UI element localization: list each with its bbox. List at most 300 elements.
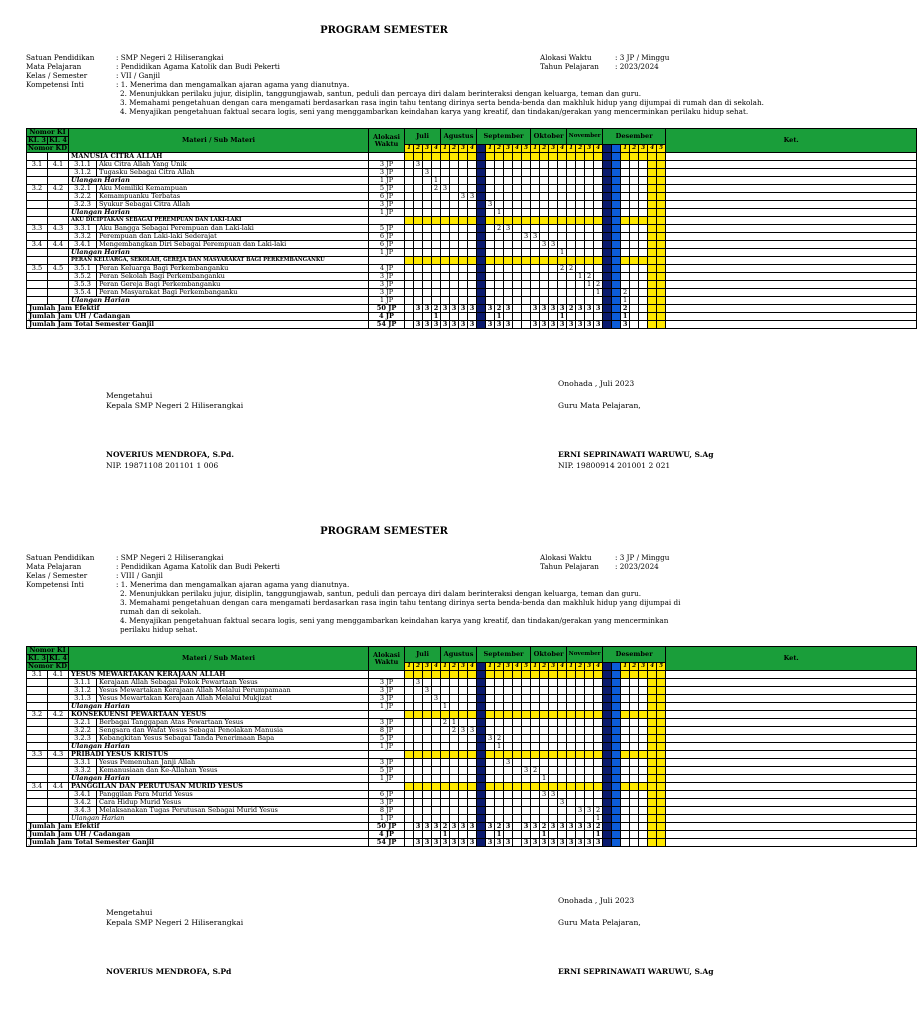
holiday-cell xyxy=(603,767,612,775)
week-cell xyxy=(522,751,531,759)
week-cell xyxy=(621,711,630,719)
week-cell xyxy=(594,225,603,233)
holiday-column xyxy=(477,145,486,153)
week-cell xyxy=(585,225,594,233)
week-cell xyxy=(459,209,468,217)
week-cell xyxy=(459,743,468,751)
week-cell xyxy=(639,775,648,783)
week-cell xyxy=(594,775,603,783)
sub-code: 3.1.1 xyxy=(69,161,97,169)
week-cell xyxy=(657,273,666,281)
week-cell: 2 xyxy=(594,807,603,815)
week-cell xyxy=(441,735,450,743)
week-cell xyxy=(558,743,567,751)
week-cell xyxy=(513,671,522,679)
week-cell xyxy=(630,759,639,767)
ki4-cell: 4.2 xyxy=(48,185,69,193)
week-cell: 2 xyxy=(594,823,603,831)
week-cell xyxy=(522,217,531,225)
month-header: Juli xyxy=(405,647,441,663)
ki-line: 4. Menyajikan pengetahuan faktual secara logis, seni yang menggambarkan keindahan karya yang kreatif, dan tindakan/gerakan yang mencerminkan perilaku hidup sehat. xyxy=(120,107,749,116)
week-number: 3 xyxy=(423,145,432,153)
week-cell xyxy=(522,735,531,743)
left-sign-2: Kepala SMP Negeri 2 Hiliserangkai xyxy=(106,401,244,410)
exam-cell xyxy=(612,265,621,273)
week-cell xyxy=(513,281,522,289)
week-cell xyxy=(504,719,513,727)
week-cell xyxy=(423,233,432,241)
week-cell xyxy=(468,759,477,767)
ki-line: 3. Memahami pengetahuan dengan cara mengamati berdasarkan rasa ingin tahu tentang dirinya serta benda-benda dan makhluk hidup yang dijumpai di rumah dan di sekolah. xyxy=(120,98,764,107)
exam-cell xyxy=(612,695,621,703)
week-cell xyxy=(603,153,612,161)
sub-code: 3.5.4 xyxy=(69,289,97,297)
week-cell xyxy=(558,281,567,289)
week-cell: 1 xyxy=(585,281,594,289)
holiday-cell xyxy=(603,321,612,329)
week-cell xyxy=(648,791,657,799)
week-cell xyxy=(621,217,630,225)
week-cell xyxy=(657,687,666,695)
week-cell xyxy=(585,703,594,711)
week-cell xyxy=(414,783,423,791)
week-cell xyxy=(639,743,648,751)
week-cell xyxy=(486,687,495,695)
ki3-cell xyxy=(27,695,48,703)
info-label: Kelas / Semester xyxy=(26,71,88,80)
week-cell xyxy=(432,201,441,209)
week-cell xyxy=(504,703,513,711)
week-cell xyxy=(504,193,513,201)
holiday-cell xyxy=(477,193,486,201)
week-number: 3 xyxy=(504,145,513,153)
week-cell: 2 xyxy=(495,225,504,233)
week-cell xyxy=(468,735,477,743)
week-cell xyxy=(657,815,666,823)
week-cell xyxy=(585,161,594,169)
holiday-cell xyxy=(603,799,612,807)
week-cell xyxy=(432,703,441,711)
week-cell: 3 xyxy=(450,321,459,329)
program-semester-viii xyxy=(0,512,799,1024)
week-cell xyxy=(549,807,558,815)
week-cell xyxy=(558,783,567,791)
week-cell xyxy=(639,201,648,209)
week-cell xyxy=(414,241,423,249)
week-number: 3 xyxy=(639,663,648,671)
week-cell xyxy=(567,209,576,217)
holiday-cell xyxy=(477,839,486,847)
week-cell xyxy=(639,193,648,201)
ket-cell xyxy=(666,671,917,679)
week-cell xyxy=(657,759,666,767)
week-cell xyxy=(495,679,504,687)
week-cell xyxy=(405,719,414,727)
week-cell xyxy=(576,719,585,727)
week-cell xyxy=(405,193,414,201)
week-cell xyxy=(540,695,549,703)
week-cell xyxy=(558,225,567,233)
week-cell xyxy=(648,289,657,297)
week-cell xyxy=(648,767,657,775)
week-cell xyxy=(477,751,486,759)
week-cell xyxy=(657,735,666,743)
week-cell xyxy=(414,193,423,201)
document-title: PROGRAM SEMESTER xyxy=(320,25,448,36)
week-cell xyxy=(459,783,468,791)
week-cell xyxy=(648,751,657,759)
jp-cell: 3 JP xyxy=(369,161,405,169)
ket-cell xyxy=(666,839,917,847)
week-cell xyxy=(486,783,495,791)
jp-cell: 1 JP xyxy=(369,815,405,823)
week-cell xyxy=(621,169,630,177)
week-cell xyxy=(441,281,450,289)
week-cell xyxy=(495,799,504,807)
week-cell xyxy=(585,767,594,775)
week-cell xyxy=(477,217,486,225)
sub-code: 3.4.3 xyxy=(69,807,97,815)
week-cell xyxy=(648,823,657,831)
week-cell xyxy=(639,711,648,719)
week-cell xyxy=(657,767,666,775)
week-cell xyxy=(468,273,477,281)
week-number: 2 xyxy=(495,663,504,671)
sub-materi: Yesus Pemenuhan Janji Allah xyxy=(97,759,369,767)
week-cell xyxy=(495,249,504,257)
week-cell xyxy=(585,791,594,799)
week-cell xyxy=(450,201,459,209)
jp-cell: 3 JP xyxy=(369,719,405,727)
exam-cell xyxy=(612,767,621,775)
total-jp: 54 JP xyxy=(369,839,405,847)
week-cell: 3 xyxy=(432,823,441,831)
week-cell xyxy=(522,257,531,265)
week-cell xyxy=(585,695,594,703)
week-cell xyxy=(657,807,666,815)
week-cell xyxy=(522,161,531,169)
week-cell xyxy=(441,767,450,775)
week-cell xyxy=(459,289,468,297)
week-cell xyxy=(639,257,648,265)
week-cell xyxy=(540,209,549,217)
ki4-cell xyxy=(48,679,69,687)
week-cell xyxy=(549,775,558,783)
week-cell: 3 xyxy=(414,823,423,831)
week-cell xyxy=(513,161,522,169)
ki3-cell xyxy=(27,679,48,687)
exam-cell xyxy=(612,823,621,831)
week-cell xyxy=(504,807,513,815)
week-cell xyxy=(423,791,432,799)
ki3-cell: 3.3 xyxy=(27,225,48,233)
week-cell xyxy=(423,783,432,791)
week-cell xyxy=(468,153,477,161)
total-jp: 4 JP xyxy=(369,831,405,839)
week-cell: 3 xyxy=(504,225,513,233)
week-cell xyxy=(450,775,459,783)
week-number: 1 xyxy=(405,663,414,671)
week-cell xyxy=(441,751,450,759)
week-cell xyxy=(450,767,459,775)
week-cell xyxy=(603,671,612,679)
week-cell xyxy=(549,671,558,679)
week-cell xyxy=(630,209,639,217)
ket-cell xyxy=(666,305,917,313)
week-cell xyxy=(594,743,603,751)
week-cell xyxy=(630,273,639,281)
week-cell xyxy=(513,153,522,161)
week-cell xyxy=(486,751,495,759)
week-number: 3 xyxy=(504,663,513,671)
ki3-cell: 3.5 xyxy=(27,265,48,273)
week-cell xyxy=(621,679,630,687)
week-cell xyxy=(504,289,513,297)
week-cell xyxy=(450,703,459,711)
week-cell: 3 xyxy=(540,241,549,249)
week-cell xyxy=(648,265,657,273)
week-number: 2 xyxy=(576,145,585,153)
week-cell: 1 xyxy=(495,743,504,751)
holiday-cell xyxy=(603,169,612,177)
week-cell xyxy=(513,225,522,233)
week-cell xyxy=(441,273,450,281)
week-cell xyxy=(441,783,450,791)
month-header: Juli xyxy=(405,129,441,145)
week-cell xyxy=(504,679,513,687)
sub-materi: Tugasku Sebagai Citra Allah xyxy=(97,169,369,177)
week-cell xyxy=(405,161,414,169)
week-cell xyxy=(648,775,657,783)
week-cell xyxy=(486,153,495,161)
ki4-cell xyxy=(48,201,69,209)
week-cell xyxy=(414,695,423,703)
holiday-cell xyxy=(603,727,612,735)
week-cell: 3 xyxy=(414,161,423,169)
week-cell xyxy=(450,193,459,201)
week-cell: 3 xyxy=(423,839,432,847)
week-cell xyxy=(630,177,639,185)
week-cell xyxy=(630,153,639,161)
week-cell xyxy=(540,719,549,727)
week-cell xyxy=(495,703,504,711)
jp-cell: 1 JP xyxy=(369,249,405,257)
ket-cell xyxy=(666,225,917,233)
week-cell xyxy=(468,687,477,695)
week-cell xyxy=(504,201,513,209)
ki4-cell xyxy=(48,695,69,703)
week-cell xyxy=(576,703,585,711)
week-number: 2 xyxy=(495,145,504,153)
week-cell xyxy=(639,695,648,703)
week-cell xyxy=(594,695,603,703)
week-cell xyxy=(639,767,648,775)
week-cell xyxy=(558,153,567,161)
week-cell xyxy=(639,265,648,273)
sub-code: 3.1.2 xyxy=(69,687,97,695)
holiday-cell xyxy=(477,265,486,273)
holiday-cell xyxy=(477,743,486,751)
week-cell xyxy=(441,233,450,241)
week-cell xyxy=(567,249,576,257)
week-cell xyxy=(423,225,432,233)
month-header: September xyxy=(477,647,531,663)
week-cell: 1 xyxy=(540,775,549,783)
sub-materi: Kemanusiaan dan Ke-Allahan Yesus xyxy=(97,767,369,775)
week-cell xyxy=(486,249,495,257)
week-cell xyxy=(423,241,432,249)
exam-cell xyxy=(612,185,621,193)
week-cell xyxy=(576,249,585,257)
week-cell xyxy=(414,281,423,289)
week-cell xyxy=(567,161,576,169)
week-cell xyxy=(630,679,639,687)
place-date: Onohada , Juli 2023 xyxy=(558,379,635,388)
week-cell xyxy=(432,711,441,719)
week-cell xyxy=(648,313,657,321)
week-cell: 2 xyxy=(432,185,441,193)
week-cell xyxy=(495,241,504,249)
week-cell xyxy=(450,161,459,169)
week-cell xyxy=(486,209,495,217)
week-cell: 2 xyxy=(621,289,630,297)
headmaster-nip: NIP. 19871108 201101 1 006 xyxy=(106,461,219,470)
week-cell xyxy=(513,193,522,201)
week-cell xyxy=(594,161,603,169)
week-cell xyxy=(531,799,540,807)
week-cell xyxy=(486,177,495,185)
week-cell xyxy=(630,823,639,831)
jp-cell: 1 JP xyxy=(369,209,405,217)
jp-cell: 5 JP xyxy=(369,185,405,193)
week-cell xyxy=(567,783,576,791)
jp-cell: 4 JP xyxy=(369,265,405,273)
holiday-cell xyxy=(603,687,612,695)
week-cell xyxy=(414,273,423,281)
week-cell xyxy=(621,743,630,751)
week-number: 4 xyxy=(558,145,567,153)
week-cell xyxy=(513,313,522,321)
week-cell xyxy=(540,289,549,297)
week-cell xyxy=(423,727,432,735)
holiday-cell xyxy=(603,743,612,751)
week-cell xyxy=(648,297,657,305)
month-header: Oktober xyxy=(531,647,567,663)
ki3-cell: 3.2 xyxy=(27,711,48,719)
exam-cell xyxy=(612,743,621,751)
week-cell xyxy=(621,201,630,209)
week-cell xyxy=(495,185,504,193)
week-cell xyxy=(459,759,468,767)
week-cell xyxy=(414,185,423,193)
week-number: 2 xyxy=(450,663,459,671)
week-cell: 3 xyxy=(522,839,531,847)
week-cell xyxy=(504,161,513,169)
week-cell xyxy=(405,297,414,305)
week-cell xyxy=(405,815,414,823)
ki3-cell xyxy=(27,759,48,767)
month-header: Desember xyxy=(603,129,666,145)
week-cell xyxy=(405,783,414,791)
week-cell xyxy=(450,679,459,687)
week-cell xyxy=(423,743,432,751)
ki4-cell xyxy=(48,281,69,289)
holiday-cell xyxy=(477,807,486,815)
ki4-cell xyxy=(48,767,69,775)
week-cell xyxy=(468,751,477,759)
week-cell: 3 xyxy=(531,233,540,241)
week-cell xyxy=(432,767,441,775)
week-number: 3 xyxy=(459,145,468,153)
week-cell xyxy=(513,687,522,695)
teacher-name: ERNI SEPRINAWATI WARUWU, S.Ag xyxy=(558,450,714,459)
sub-code: 3.5.3 xyxy=(69,281,97,289)
week-cell xyxy=(522,265,531,273)
week-cell xyxy=(558,671,567,679)
teacher-nip: NIP. 19800914 201001 2 021 xyxy=(558,461,671,470)
exam-cell xyxy=(612,233,621,241)
sub-materi: Perempuan dan Laki-laki Sederajat xyxy=(97,233,369,241)
week-number: 2 xyxy=(540,145,549,153)
week-cell xyxy=(522,153,531,161)
month-header: November xyxy=(567,647,603,663)
exam-cell xyxy=(612,161,621,169)
week-cell xyxy=(612,257,621,265)
month-header: Oktober xyxy=(531,129,567,145)
section-heading: YESUS MEWARTAKAN KERAJAAN ALLAH xyxy=(69,671,369,679)
week-cell xyxy=(576,257,585,265)
week-cell: 3 xyxy=(495,839,504,847)
week-cell xyxy=(657,751,666,759)
week-cell: 3 xyxy=(531,823,540,831)
holiday-cell xyxy=(477,289,486,297)
sub-code: 3.3.2 xyxy=(69,233,97,241)
week-cell xyxy=(414,727,423,735)
week-cell xyxy=(459,169,468,177)
ki-line: rumah dan di sekolah. xyxy=(120,607,202,616)
week-cell xyxy=(405,679,414,687)
week-cell xyxy=(513,695,522,703)
sub-code: 3.2.3 xyxy=(69,735,97,743)
sub-code: 3.2.2 xyxy=(69,193,97,201)
ki3-cell xyxy=(27,727,48,735)
week-cell xyxy=(549,711,558,719)
week-cell: 3 xyxy=(495,321,504,329)
sub-materi: Kerajaan Allah Sebagai Pokok Pewartaan Yesus xyxy=(97,679,369,687)
week-cell xyxy=(405,257,414,265)
week-cell xyxy=(531,687,540,695)
week-cell xyxy=(576,767,585,775)
week-cell xyxy=(567,743,576,751)
holiday-cell xyxy=(477,185,486,193)
week-cell xyxy=(540,177,549,185)
week-cell xyxy=(414,719,423,727)
week-cell xyxy=(594,257,603,265)
ki4-cell xyxy=(48,719,69,727)
week-cell xyxy=(594,751,603,759)
week-cell xyxy=(450,177,459,185)
week-cell xyxy=(450,241,459,249)
info-value: : 1. Menerima dan mengamalkan ajaran agama yang dianutnya. xyxy=(116,580,350,589)
week-cell xyxy=(504,671,513,679)
week-cell xyxy=(549,289,558,297)
week-cell xyxy=(405,217,414,225)
week-cell xyxy=(630,241,639,249)
week-cell xyxy=(522,241,531,249)
week-cell xyxy=(513,815,522,823)
week-cell xyxy=(468,679,477,687)
week-cell: 3 xyxy=(558,823,567,831)
